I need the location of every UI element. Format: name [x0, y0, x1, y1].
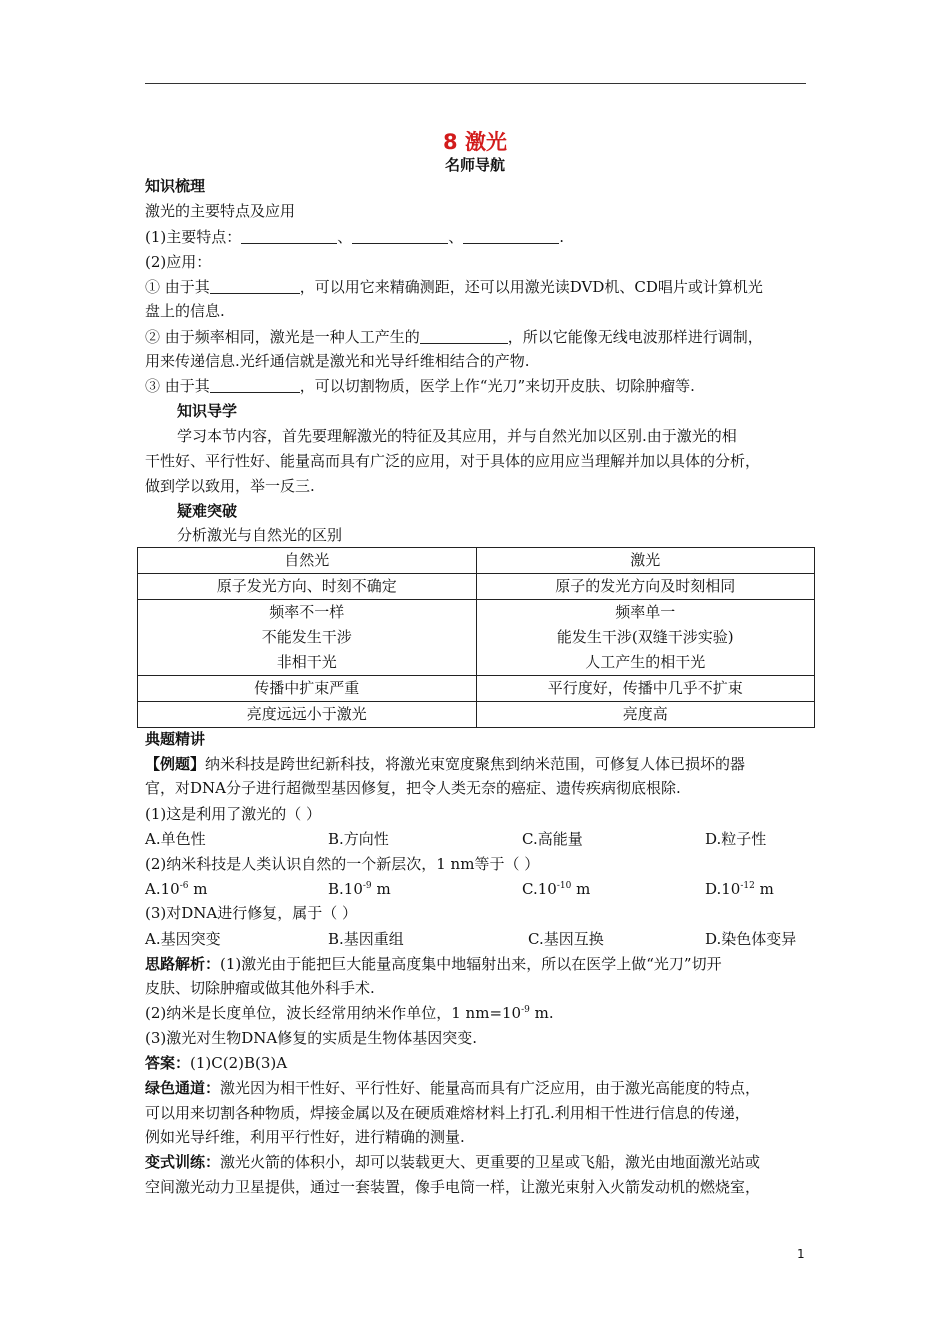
table-cell: 亮度高 [476, 702, 815, 728]
option-base: C.10 [522, 880, 557, 898]
app2-line-2: 用来传递信息.光纤通信就是激光和光导纤维相结合的产物. [145, 352, 530, 370]
section-heading-guide: 知识导学 [177, 402, 238, 420]
page-number: 1 [797, 1247, 805, 1261]
option-unit: m [754, 880, 774, 898]
analysis-text: (1)激光由于能把巨大能量高度集中地辐射出来，所以在医学上做“光刀”切开 [220, 955, 722, 973]
period: . [559, 228, 565, 246]
q1-option-a: A.单色性 [145, 830, 206, 848]
table-row [138, 702, 815, 728]
variant-label: 变式训练： [145, 1153, 221, 1171]
features-line [145, 228, 564, 246]
table-cell-line: 不能发生干涉 [261, 628, 352, 646]
table-cell-line: 能发生干涉(双缝干涉实验) [556, 628, 734, 646]
table-cell: 原子发光方向、时刻不确定 [138, 574, 477, 600]
q3-option-c: C.基因互换 [528, 930, 604, 948]
green-label: 绿色通道： [145, 1079, 221, 1097]
option-base: A.10 [145, 880, 180, 898]
guide-line-3: 做到学以致用，举一反三. [145, 477, 315, 495]
blank-app1 [210, 279, 300, 294]
option-exponent: -9 [362, 881, 372, 891]
q1-option-d: D.粒子性 [705, 830, 767, 848]
green-line-3: 例如光导纤维，利用平行性好，进行精确的测量. [145, 1128, 465, 1146]
q3-option-b: B.基因重组 [328, 930, 404, 948]
blank-feature-3 [463, 229, 559, 244]
answer-line [145, 1054, 287, 1072]
guide-line-1: 学习本节内容，首先要理解激光的特征及其应用，并与自然光加以区别.由于激光的相 [177, 427, 737, 445]
blank-feature-1 [241, 229, 337, 244]
table-header-cell: 激光 [476, 548, 815, 574]
option-exponent: -10 [556, 881, 572, 891]
green-text: 激光因为相干性好、平行性好、能量高而具有广泛应用，由于激光高能度的特点， [220, 1079, 761, 1097]
table-cell-line: 人工产生的相干光 [585, 653, 706, 671]
example-line-2: 官，对DNA分子进行超微型基因修复，把令人类无奈的癌症、遗传疾病彻底根除. [145, 779, 681, 797]
analysis-exponent: -9 [521, 1005, 530, 1015]
app1-text-b: ，可以用它来精确测距，还可以用激光读DVD机、CD唱片或计算机光 [299, 278, 763, 296]
question-2: (2)纳米科技是人类认识自然的一个新层次，1 nm等于（ ） [145, 855, 540, 873]
analysis-label: 思路解析： [145, 955, 221, 973]
difficulty-intro: 分析激光与自然光的区别 [177, 526, 343, 544]
option-unit: m [188, 880, 208, 898]
q1-option-c: C.高能量 [522, 830, 583, 848]
table-cell [138, 600, 477, 676]
app1-line [145, 278, 763, 296]
table-row [138, 676, 815, 702]
header-rule [145, 83, 806, 84]
analysis-line-2: 皮肤、切除肿瘤或做其他外科手术. [145, 979, 375, 997]
table-row [138, 548, 815, 574]
table-row [138, 574, 815, 600]
app-label: (2)应用： [145, 253, 212, 271]
q2-option-b [328, 880, 391, 898]
q2-option-d [705, 880, 774, 898]
example-line-1 [145, 755, 745, 773]
table-cell: 传播中扩束严重 [138, 676, 477, 702]
table-cell-line: 频率单一 [615, 603, 676, 621]
variant-text: 激光火箭的体积小，却可以装载更大、更重要的卫星或飞船，激光由地面激光站或 [220, 1153, 761, 1171]
analysis-line-1 [145, 955, 722, 973]
option-base: B.10 [328, 880, 363, 898]
app3-line [145, 377, 695, 395]
table-header-cell: 自然光 [138, 548, 477, 574]
app2-text-b: ，所以它能像无线电波那样进行调制， [507, 328, 763, 346]
example-tag: 【例题】 [145, 755, 206, 773]
section-heading-knowledge: 知识梳理 [145, 177, 206, 195]
separator: 、 [448, 228, 464, 246]
app1-line-2: 盘上的信息. [145, 302, 225, 320]
option-unit: m [371, 880, 391, 898]
option-unit: m [571, 880, 591, 898]
knowledge-intro: 激光的主要特点及应用 [145, 202, 296, 220]
section-heading-example: 典题精讲 [145, 730, 206, 748]
q3-option-a: A.基因突变 [145, 930, 221, 948]
analysis-text: (2)纳米是长度单位，波长经常用纳米作单位，1 nm=10 [145, 1004, 522, 1022]
answer-text: (1)C(2)B(3)A [190, 1054, 288, 1072]
features-label: (1)主要特点： [145, 228, 242, 246]
page-title: 8 激光 [443, 130, 507, 154]
section-heading-difficulty: 疑难突破 [177, 502, 238, 520]
table-cell: 平行度好，传播中几乎不扩束 [476, 676, 815, 702]
blank-feature-2 [352, 229, 448, 244]
q1-option-b: B.方向性 [328, 830, 389, 848]
variant-line-1 [145, 1153, 760, 1171]
guide-line-2: 干性好、平行性好、能量高而具有广泛的应用，对于具体的应用应当理解并加以具体的分析， [145, 452, 761, 470]
comparison-table [137, 547, 815, 728]
table-cell: 原子的发光方向及时刻相同 [476, 574, 815, 600]
table-cell [476, 600, 815, 676]
option-exponent: -12 [740, 881, 755, 891]
app3-text-a: ③ 由于其 [145, 377, 210, 395]
analysis-line-4: (3)激光对生物DNA修复的实质是生物体基因突变. [145, 1029, 478, 1047]
blank-app2 [420, 329, 508, 344]
green-line-2: 可以用来切割各种物质，焊接金属以及在硬质难熔材料上打孔.利用相干性进行信息的传递， [145, 1104, 750, 1122]
variant-line-2: 空间激光动力卫星提供，通过一套装置，像手电筒一样，让激光束射入火箭发动机的燃烧室， [145, 1178, 761, 1196]
question-1: (1)这是利用了激光的（ ） [145, 805, 322, 823]
page-subtitle: 名师导航 [444, 156, 505, 174]
table-cell-line: 频率不一样 [269, 603, 345, 621]
app1-text-a: ① 由于其 [145, 278, 210, 296]
separator: 、 [337, 228, 353, 246]
table-cell: 亮度远远小于激光 [138, 702, 477, 728]
app3-text-b: ，可以切割物质，医学上作“光刀”来切开皮肤、切除肿瘤等. [299, 377, 695, 395]
example-text: 纳米科技是跨世纪新科技，将激光束宽度聚焦到纳米范围，可修复人体已损坏的器 [205, 755, 746, 773]
analysis-text: m. [529, 1004, 554, 1022]
app2-line [145, 328, 763, 346]
blank-app3 [210, 378, 300, 393]
table-row [138, 600, 815, 676]
q2-option-a [145, 880, 207, 898]
answer-label: 答案： [145, 1054, 191, 1072]
green-line-1 [145, 1079, 760, 1097]
q2-option-c [522, 880, 590, 898]
question-3: (3)对DNA进行修复，属于（ ） [145, 904, 358, 922]
option-base: D.10 [705, 880, 741, 898]
option-exponent: -6 [179, 881, 189, 891]
table-cell-line: 非相干光 [276, 653, 337, 671]
app2-text-a: ② 由于频率相同，激光是一种人工产生的 [145, 328, 420, 346]
analysis-line-3 [145, 1004, 554, 1022]
q3-option-d: D.染色体变异 [705, 930, 797, 948]
